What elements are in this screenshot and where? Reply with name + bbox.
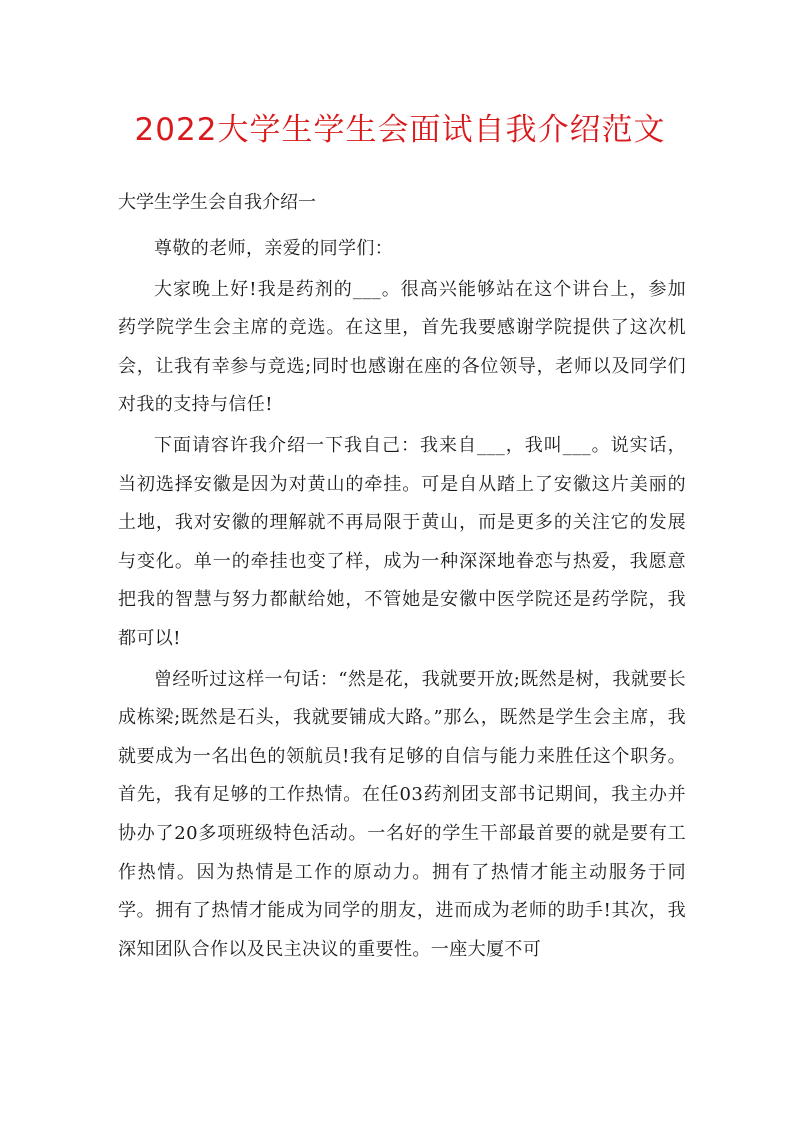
document-title: 2022大学生学生会面试自我介绍范文 (134, 112, 666, 148)
opening-paragraph: 大家晚上好!我是药剂的___。很高兴能够站在这个讲台上，参加药学院学生会主席的竞选。在这里，首先我要感谢学院提供了这次机会，让我有幸参与竞选;同时也感谢在座的各位领导，老师以及同学们对我的支持与信任! (118, 278, 686, 416)
section-heading: 大学生学生会自我介绍一 (118, 192, 316, 213)
greeting-paragraph: 尊敬的老师，亲爱的同学们： (154, 238, 394, 259)
document-body (118, 230, 686, 971)
introduction-paragraph: 下面请容许我介绍一下我自己：我来自___，我叫___。说实话，当初选择安徽是因为对黄山的牵挂。可是自从踏上了安徽这片美丽的土地，我对安徽的理解就不再局限于黄山，而是更多的关注它的发展与变化。单一的牵挂也变了样，成为一种深深地眷恋与热爱，我愿意把我的智慧与努力都献给她，不管她是安徽中医学院还是药学院，我都可以! (118, 434, 686, 649)
qualification-paragraph: 曾经听过这样一句话：“然是花，我就要开放;既然是树，我就要长成栋梁;既然是石头，我就要铺成大路。”那么，既然是学生会主席，我就要成为一名出色的领航员!我有足够的自信与能力来胜任这个职务。首先，我有足够的工作热情。在任03药剂团支部书记期间，我主办并协办了20多项班级特色活动。一名好的学生干部最首要的就是要有工作热情。因为热情是工作的原动力。拥有了热情才能主动服务于同学。拥有了热情才能成为同学的朋友，进而成为老师的助手!其次，我深知团队合作以及民主决议的重要性。一座大厦不可 (118, 668, 686, 960)
